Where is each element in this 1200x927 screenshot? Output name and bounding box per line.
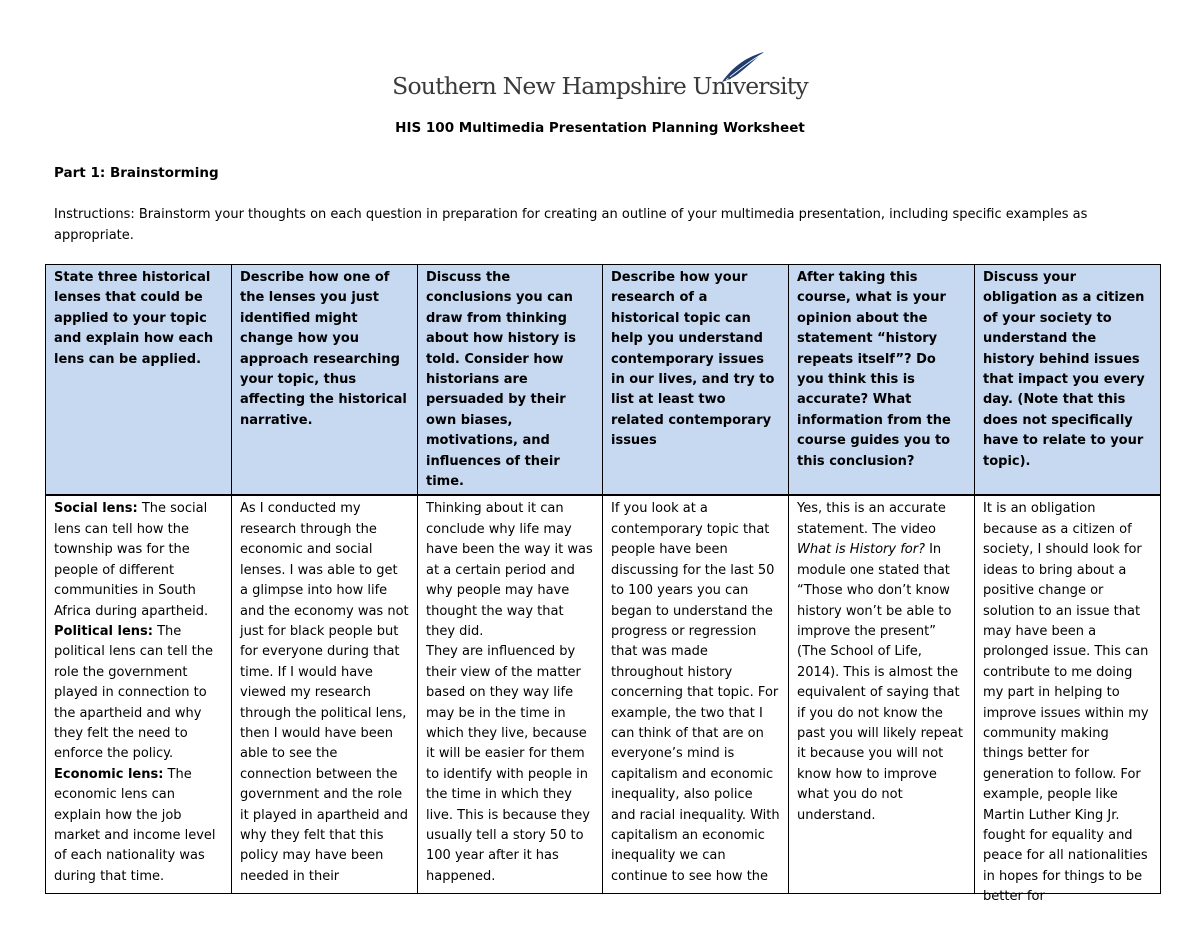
economic-lens-text: The economic lens can explain how the job market and income level of each nationality was during that time. <box>54 766 216 884</box>
answer-paragraph: Thinking about it can conclude why life may have been the way it was at a certain period and why people may have thought the way that they did. <box>426 501 593 639</box>
answer-cell <box>975 495 1161 905</box>
question-cell: Discuss the conclusions you can draw from thinking about how history is told. Consider how historians are persuaded by their own biases, motivations, and influences of their time. <box>418 265 603 496</box>
answer-cell <box>418 495 603 894</box>
question-row <box>46 265 1161 496</box>
section-title: Part 1: Brainstorming <box>54 165 219 181</box>
answer-text: If you look at a contemporary topic that people have been discussing for the last 50 to 100 years you can began to understand the progress or regression that was made throughout history concerning that topic. For example, the two that I can think of that are on everyone’s mind is capitalism and economic inequality, also police and racial inequality. With capitalism an economic inequality we can continue to see how the <box>611 501 780 884</box>
university-logo: Southern New Hampshire University <box>392 72 808 100</box>
political-lens-text: The political lens can tell the role the government played in connection to the apartheid and why they felt the need to enforce the policy. <box>54 623 214 762</box>
page-title: HIS 100 Multimedia Presentation Planning Worksheet <box>395 120 805 136</box>
answer-cell <box>232 495 418 894</box>
political-lens-label: Political lens: <box>54 623 153 639</box>
answer-text: As I conducted my research through the economic and social lenses. I was able to get a glimpse into how life and the economy was not just for black people but for everyone during that time. If I would have viewed my research through the political lens, then I would have been able to see the connection between the government and the role it played in apartheid and why they felt that this policy may have been needed in their <box>240 501 409 884</box>
economic-lens-label: Economic lens: <box>54 766 164 782</box>
question-cell: Describe how one of the lenses you just identified might change how you approach researching your topic, thus affecting the historical narrative. <box>232 265 418 496</box>
social-lens-label: Social lens: <box>54 501 138 517</box>
answer-text: In module one stated that “Those who don’t know history won’t be able to improve the present” (The School of Life, 2014). This is almost the equivalent of saying that if you do not know the past you will likely repeat it because you will not know how to improve what you do not understand. <box>797 542 963 823</box>
answer-row <box>46 495 1161 894</box>
answer-cell <box>603 495 789 894</box>
social-lens-text: The social lens can tell how the township was for the people of different communities in South Africa during apartheid. <box>54 501 209 619</box>
question-cell: After taking this course, what is your opinion about the statement “history repeats itself”? Do you think this is accurate? What information from the course guides you to this conclusion? <box>789 265 975 496</box>
brainstorm-table <box>45 264 1161 905</box>
answer-text: Yes, this is an accurate statement. The video <box>797 501 946 537</box>
video-title: What is History for? <box>797 542 925 558</box>
answer-cell <box>46 495 232 894</box>
question-cell: Describe how your research of a historical topic can help you understand contemporary issues in our lives, and try to list at least two related contemporary issues <box>603 265 789 496</box>
answer-cell <box>789 495 975 894</box>
answer-paragraph: They are influenced by their view of the matter based on they way life may be in the time in which they live, because it will be easier for them to identify with people in the time in which they live. This is because they usually tell a story 50 to 100 year after it has happened. <box>426 644 590 884</box>
question-cell: Discuss your obligation as a citizen of your society to understand the history behind issues that impact you every day. (Note that this does not specifically have to relate to your topic). <box>975 265 1161 496</box>
instructions-text: Instructions: Brainstorm your thoughts on each question in preparation for creating an outline of your multimedia presentation, including specific examples as appropriate. <box>54 207 1088 243</box>
question-cell: State three historical lenses that could be applied to your topic and explain how each lens can be applied. <box>46 265 232 496</box>
answer-text: It is an obligation because as a citizen of society, I should look for ideas to bring about a positive change or solution to an issue that may have been a prolonged issue. This can contribute to me doing my part in helping to improve issues within my community making things better for generation to follow. For example, people like Martin Luther King Jr. fought for equality and peace for all nationalities in hopes for things to be better for <box>983 501 1149 905</box>
